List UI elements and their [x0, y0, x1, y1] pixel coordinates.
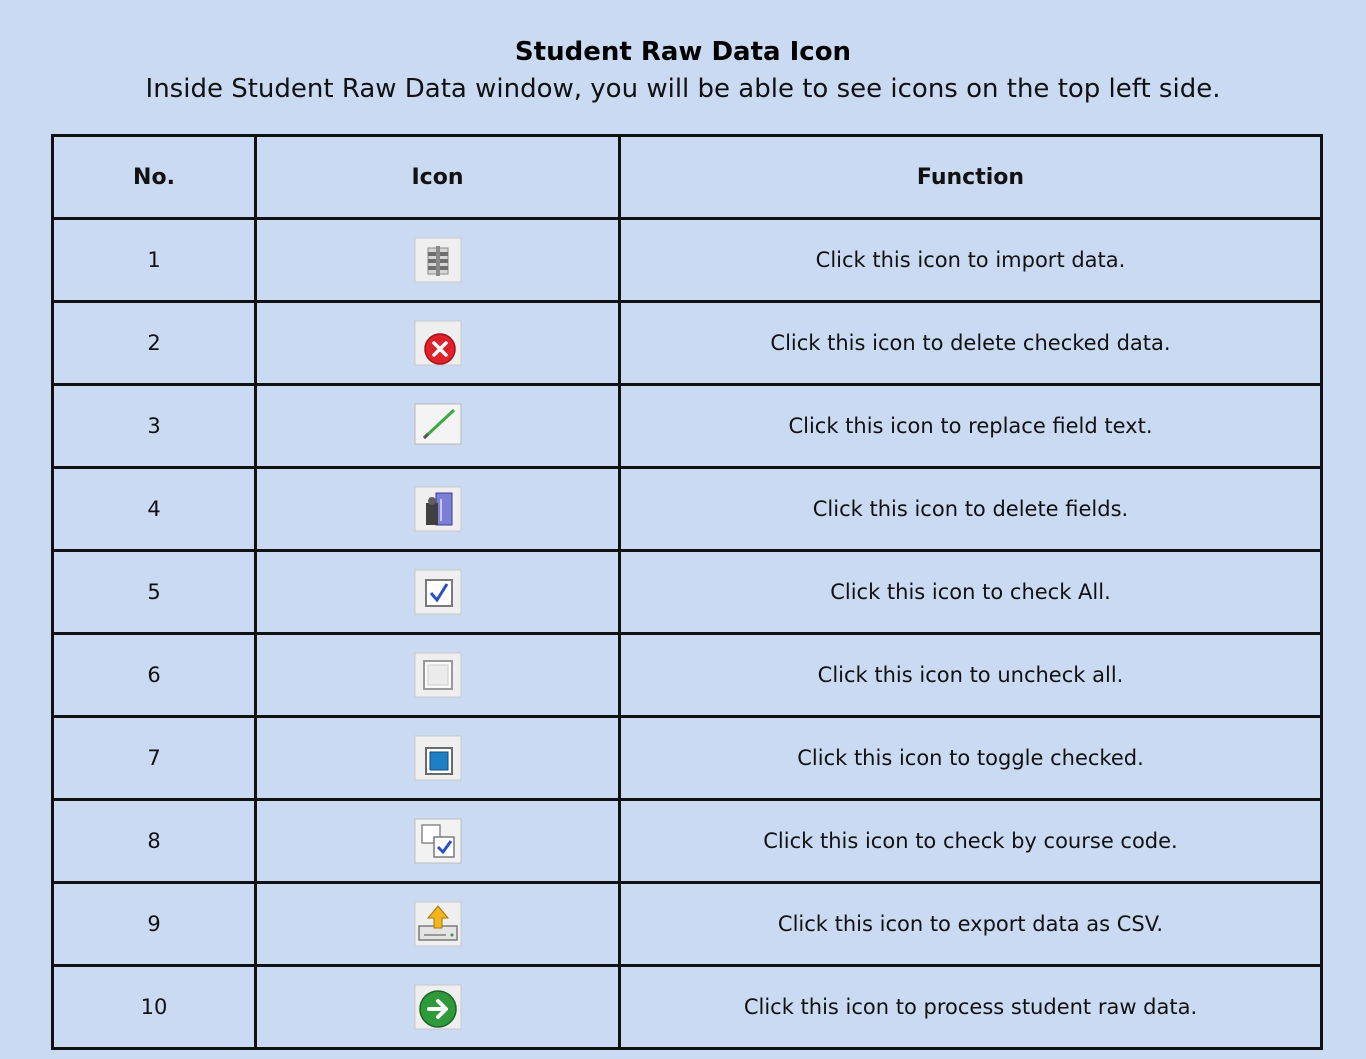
table-row: [53, 883, 1322, 966]
delete-fields-icon: [414, 485, 462, 533]
row-number: 9: [53, 883, 256, 966]
table-row: [53, 717, 1322, 800]
row-number: 1: [53, 219, 256, 302]
page-subtitle: Inside Student Raw Data window, you will be able to see icons on the top left side.: [145, 74, 1221, 104]
table-row: [53, 385, 1322, 468]
icon-cell: [256, 634, 620, 717]
icon-cell: [256, 385, 620, 468]
delete-checked-icon: [414, 319, 462, 367]
row-number: 8: [53, 800, 256, 883]
table-row: [53, 551, 1322, 634]
table-header-row: [53, 136, 1322, 219]
import-data-icon: [414, 236, 462, 284]
function-description: Click this icon to process student raw data.: [620, 966, 1322, 1049]
table-row: [53, 302, 1322, 385]
column-header-icon: Icon: [256, 136, 620, 219]
row-number: 7: [53, 717, 256, 800]
row-number: 6: [53, 634, 256, 717]
function-description: Click this icon to delete checked data.: [620, 302, 1322, 385]
process-data-icon: [414, 983, 462, 1031]
icon-cell: [256, 717, 620, 800]
function-description: Click this icon to delete fields.: [620, 468, 1322, 551]
replace-text-icon: [414, 402, 462, 450]
row-number: 10: [53, 966, 256, 1049]
icon-cell: [256, 551, 620, 634]
table-row: [53, 219, 1322, 302]
page-header: [0, 34, 1366, 108]
function-description: Click this icon to toggle checked.: [620, 717, 1322, 800]
check-by-course-code-icon: [414, 817, 462, 865]
icon-cell: [256, 219, 620, 302]
row-number: 5: [53, 551, 256, 634]
icon-cell: [256, 883, 620, 966]
row-number: 3: [53, 385, 256, 468]
row-number: 4: [53, 468, 256, 551]
table-row: [53, 966, 1322, 1049]
column-header-function: Function: [620, 136, 1322, 219]
icon-cell: [256, 966, 620, 1049]
function-description: Click this icon to replace field text.: [620, 385, 1322, 468]
table-row: [53, 468, 1322, 551]
page-title: Student Raw Data Icon: [514, 37, 852, 67]
icon-cell: [256, 800, 620, 883]
function-description: Click this icon to import data.: [620, 219, 1322, 302]
toggle-checked-icon: [414, 734, 462, 782]
column-header-no: No.: [53, 136, 256, 219]
function-description: Click this icon to export data as CSV.: [620, 883, 1322, 966]
function-description: Click this icon to check by course code.: [620, 800, 1322, 883]
table-row: [53, 634, 1322, 717]
table-row: [53, 800, 1322, 883]
icon-function-table: [51, 134, 1323, 1050]
row-number: 2: [53, 302, 256, 385]
function-description: Click this icon to uncheck all.: [620, 634, 1322, 717]
check-all-icon: [414, 568, 462, 616]
uncheck-all-icon: [414, 651, 462, 699]
icon-cell: [256, 468, 620, 551]
icon-cell: [256, 302, 620, 385]
export-csv-icon: [414, 900, 462, 948]
function-description: Click this icon to check All.: [620, 551, 1322, 634]
